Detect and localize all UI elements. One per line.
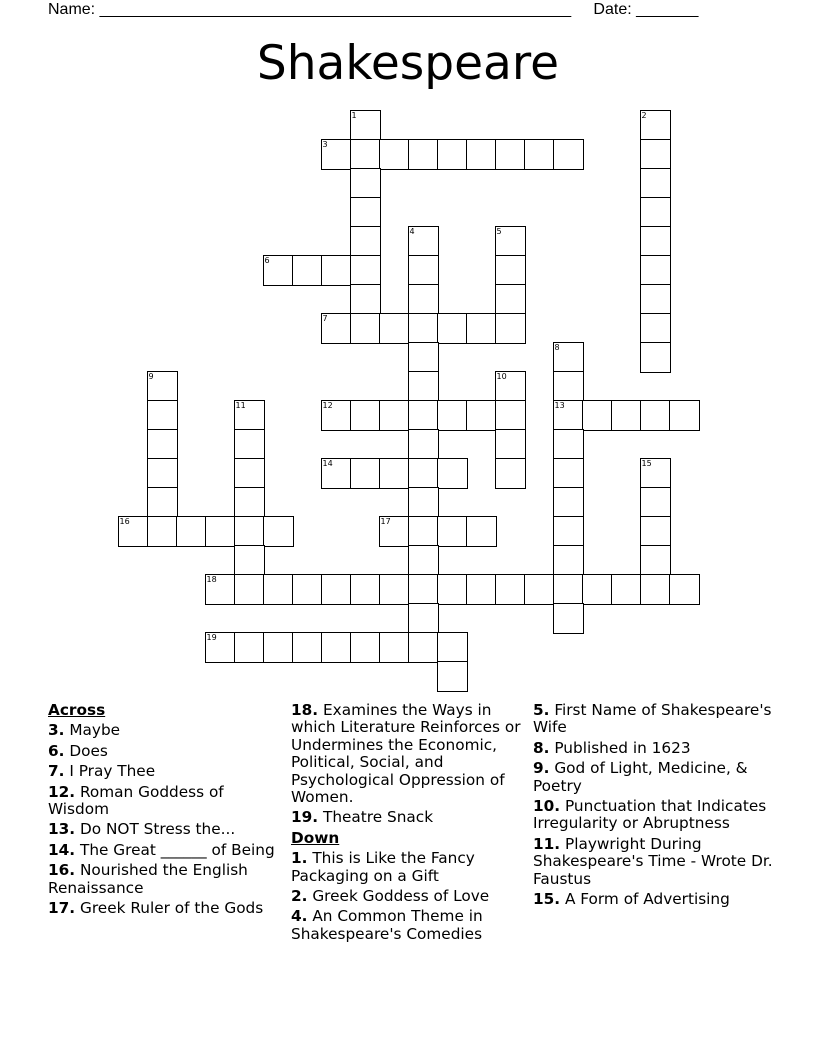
grid-cell[interactable] <box>640 313 671 344</box>
grid-cell[interactable] <box>379 632 410 663</box>
grid-cell[interactable] <box>437 661 468 692</box>
clue-item <box>291 702 531 806</box>
grid-cell[interactable] <box>147 400 178 431</box>
clue-item-text: God of Light, Medicine, & Poetry <box>533 759 748 795</box>
grid-cell[interactable] <box>466 313 497 344</box>
grid-cell[interactable] <box>234 458 265 489</box>
clues-column-3 <box>533 702 773 911</box>
grid-cell[interactable] <box>408 632 439 663</box>
clue-item <box>291 908 531 943</box>
grid-cell[interactable] <box>408 516 439 547</box>
grid-cell[interactable] <box>495 371 526 402</box>
grid-cell[interactable] <box>408 574 439 605</box>
clue-item <box>48 842 288 859</box>
clue-number: 2 <box>641 110 647 120</box>
grid-cell[interactable] <box>263 574 294 605</box>
clue-item-number: 12. <box>48 782 76 801</box>
clue-number: 13 <box>554 400 565 410</box>
clue-item <box>533 836 773 888</box>
grid-cell[interactable] <box>408 603 439 634</box>
clue-item-number: 9. <box>533 759 550 778</box>
clue-item-text: Roman Goddess of Wisdom <box>48 782 224 819</box>
clue-item <box>533 760 773 795</box>
clue-number: 12 <box>322 400 333 410</box>
across-heading: Across <box>48 701 106 719</box>
clue-item <box>533 740 773 757</box>
grid-cell[interactable] <box>553 429 584 460</box>
grid-cell[interactable] <box>640 574 671 605</box>
clue-item-number: 13. <box>48 820 76 839</box>
clue-item-number: 17. <box>48 899 76 918</box>
clues-column-1 <box>48 702 288 920</box>
grid-cell[interactable] <box>321 458 352 489</box>
grid-cell[interactable] <box>640 139 671 170</box>
clue-number: 7 <box>322 313 328 323</box>
grid-cell[interactable] <box>234 487 265 518</box>
clue-item-number: 3. <box>48 721 65 740</box>
grid-cell[interactable] <box>553 487 584 518</box>
grid-cell[interactable] <box>640 342 671 373</box>
clue-number: 11 <box>235 400 246 410</box>
grid-cell[interactable] <box>495 400 526 431</box>
grid-cell[interactable] <box>147 429 178 460</box>
grid-cell[interactable] <box>640 400 671 431</box>
grid-cell[interactable] <box>437 313 468 344</box>
grid-cell[interactable] <box>640 226 671 257</box>
grid-cell[interactable] <box>495 226 526 257</box>
grid-cell[interactable] <box>321 574 352 605</box>
grid-cell[interactable] <box>495 458 526 489</box>
grid-cell[interactable] <box>640 458 671 489</box>
grid-cell[interactable] <box>640 110 671 141</box>
grid-cell[interactable] <box>437 632 468 663</box>
grid-cell[interactable] <box>669 400 700 431</box>
clue-number: 15 <box>641 458 652 468</box>
clue-number: 17 <box>380 516 391 526</box>
grid-cell[interactable] <box>321 632 352 663</box>
clue-item-text: Punctuation that Indicates Irregularity or Abruptness <box>533 797 767 833</box>
grid-cell[interactable] <box>582 400 613 431</box>
grid-cell[interactable] <box>234 574 265 605</box>
grid-cell[interactable] <box>582 574 613 605</box>
clue-item-text: This is Like the Fancy Packaging on a Gift <box>291 849 475 885</box>
clue-number: 16 <box>119 516 130 526</box>
clue-item-text: Greek Goddess of Love <box>307 887 490 906</box>
clue-number: 6 <box>264 255 270 265</box>
grid-cell[interactable] <box>350 574 381 605</box>
grid-cell[interactable] <box>408 400 439 431</box>
grid-cell[interactable] <box>292 632 323 663</box>
clue-item-text: An Common Theme in Shakespeare's Comedies <box>291 907 483 943</box>
clue-item <box>533 891 773 908</box>
clue-number: 10 <box>496 371 507 381</box>
clue-item-number: 19. <box>291 808 319 827</box>
grid-cell[interactable] <box>321 313 352 344</box>
grid-cell[interactable] <box>205 516 236 547</box>
grid-cell[interactable] <box>379 313 410 344</box>
grid-cell[interactable] <box>524 574 555 605</box>
clue-item <box>48 821 288 838</box>
grid-cell[interactable] <box>466 139 497 170</box>
grid-cell[interactable] <box>495 429 526 460</box>
grid-cell[interactable] <box>234 429 265 460</box>
clue-item-text: Theatre Snack <box>318 808 434 827</box>
clue-item-number: 18. <box>291 701 319 719</box>
clue-item <box>48 900 288 917</box>
grid-cell[interactable] <box>408 255 439 286</box>
grid-cell[interactable] <box>611 574 642 605</box>
grid-cell[interactable] <box>408 545 439 576</box>
clue-item-text: The Great ______ of Being <box>75 840 275 859</box>
across-clue-list-continued <box>291 702 531 827</box>
clue-number: 8 <box>554 342 560 352</box>
down-heading: Down <box>291 828 340 847</box>
clue-item <box>533 702 773 737</box>
clue-item-text: I Pray Thee <box>64 762 156 781</box>
clue-item-text: Does <box>64 741 108 760</box>
grid-cell[interactable] <box>495 313 526 344</box>
grid-cell[interactable] <box>292 255 323 286</box>
grid-cell[interactable] <box>408 313 439 344</box>
grid-cell[interactable] <box>379 400 410 431</box>
grid-cell[interactable] <box>640 284 671 315</box>
grid-cell[interactable] <box>408 139 439 170</box>
grid-cell[interactable] <box>321 255 352 286</box>
grid-cell[interactable] <box>350 226 381 257</box>
grid-cell[interactable] <box>379 516 410 547</box>
down-clue-list <box>291 850 531 943</box>
grid-cell[interactable] <box>553 400 584 431</box>
grid-cell[interactable] <box>205 574 236 605</box>
clue-item <box>291 809 531 826</box>
grid-cell[interactable] <box>350 458 381 489</box>
grid-cell[interactable] <box>640 545 671 576</box>
grid-cell[interactable] <box>350 284 381 315</box>
clue-item-number: 5. <box>533 701 550 719</box>
clue-number: 1 <box>351 110 357 120</box>
grid-cell[interactable] <box>495 574 526 605</box>
grid-cell[interactable] <box>640 516 671 547</box>
grid-cell[interactable] <box>147 371 178 402</box>
clue-item <box>533 798 773 833</box>
clue-item-number: 15. <box>533 890 561 909</box>
clue-number: 9 <box>148 371 154 381</box>
grid-cell[interactable] <box>147 487 178 518</box>
grid-cell[interactable] <box>408 226 439 257</box>
clue-item-text: Maybe <box>64 721 121 740</box>
clue-number: 5 <box>496 226 502 236</box>
grid-cell[interactable] <box>350 139 381 170</box>
clue-number: 18 <box>206 574 217 584</box>
grid-cell[interactable] <box>408 458 439 489</box>
clue-item-text: Published in 1623 <box>549 738 691 757</box>
grid-cell[interactable] <box>553 371 584 402</box>
grid-cell[interactable] <box>466 574 497 605</box>
grid-cell[interactable] <box>408 342 439 373</box>
grid-cell[interactable] <box>408 429 439 460</box>
grid-cell[interactable] <box>553 545 584 576</box>
grid-cell[interactable] <box>350 168 381 199</box>
grid-cell[interactable] <box>234 632 265 663</box>
grid-cell[interactable] <box>495 255 526 286</box>
grid-cell[interactable] <box>379 139 410 170</box>
name-date-line: Name: _____________________________________________________ Date: _______ <box>48 1 699 18</box>
grid-cell[interactable] <box>379 458 410 489</box>
grid-cell[interactable] <box>640 197 671 228</box>
clue-item-number: 8. <box>533 738 550 757</box>
clue-item <box>291 888 531 905</box>
clue-item-number: 2. <box>291 887 308 906</box>
grid-cell[interactable] <box>408 284 439 315</box>
grid-cell[interactable] <box>263 632 294 663</box>
page-title: Shakespeare <box>256 36 560 91</box>
clue-item-number: 14. <box>48 840 76 859</box>
clue-item-text: Do NOT Stress the... <box>75 820 236 839</box>
grid-cell[interactable] <box>553 139 584 170</box>
clue-number: 4 <box>409 226 415 236</box>
grid-cell[interactable] <box>321 139 352 170</box>
clue-item-text: Playwright During Shakespeare's Time - Wrote Dr. Faustus <box>533 834 773 888</box>
grid-cell[interactable] <box>553 342 584 373</box>
grid-cell[interactable] <box>350 197 381 228</box>
grid-cell[interactable] <box>234 400 265 431</box>
clue-number: 14 <box>322 458 333 468</box>
clue-item <box>291 850 531 885</box>
grid-cell[interactable] <box>321 400 352 431</box>
grid-cell[interactable] <box>408 371 439 402</box>
grid-cell[interactable] <box>437 574 468 605</box>
clue-item-text: Nourished the English Renaissance <box>48 861 248 897</box>
clue-item <box>48 763 288 780</box>
grid-cell[interactable] <box>495 284 526 315</box>
clue-item <box>48 722 288 739</box>
grid-cell[interactable] <box>524 139 555 170</box>
clue-item <box>48 784 288 819</box>
grid-cell[interactable] <box>466 400 497 431</box>
grid-cell[interactable] <box>640 255 671 286</box>
clue-item <box>48 862 288 897</box>
grid-cell[interactable] <box>553 458 584 489</box>
clue-item-text: Greek Ruler of the Gods <box>75 899 264 918</box>
grid-cell[interactable] <box>640 168 671 199</box>
clue-number: 3 <box>322 139 328 149</box>
grid-cell[interactable] <box>408 487 439 518</box>
grid-cell[interactable] <box>640 487 671 518</box>
clue-item-text: First Name of Shakespeare's Wife <box>533 701 772 737</box>
grid-cell[interactable] <box>147 516 178 547</box>
clues-column-2 <box>291 702 531 946</box>
clue-item-number: 16. <box>48 861 76 880</box>
grid-cell[interactable] <box>350 400 381 431</box>
clue-item-number: 11. <box>533 834 561 853</box>
grid-cell[interactable] <box>118 516 149 547</box>
grid-cell[interactable] <box>234 545 265 576</box>
down-clue-list-continued <box>533 702 773 908</box>
grid-cell[interactable] <box>263 255 294 286</box>
clue-item-number: 1. <box>291 849 308 868</box>
grid-cell[interactable] <box>205 632 236 663</box>
grid-cell[interactable] <box>350 632 381 663</box>
grid-cell[interactable] <box>553 603 584 634</box>
clue-item-text: A Form of Advertising <box>560 890 730 909</box>
clue-item <box>48 743 288 760</box>
across-clue-list <box>48 722 288 917</box>
grid-cell[interactable] <box>350 110 381 141</box>
grid-cell[interactable] <box>292 574 323 605</box>
clue-item-text: Examines the Ways in which Literature Reinforces or Undermines the Economic, Political, Social, and Psychological Oppression of Women. <box>291 701 521 807</box>
grid-cell[interactable] <box>437 400 468 431</box>
clue-number: 19 <box>206 632 217 642</box>
clue-item-number: 7. <box>48 762 65 781</box>
grid-cell[interactable] <box>437 458 468 489</box>
grid-cell[interactable] <box>495 139 526 170</box>
clue-item-number: 4. <box>291 907 308 926</box>
grid-cell[interactable] <box>379 574 410 605</box>
grid-cell[interactable] <box>437 139 468 170</box>
grid-cell[interactable] <box>176 516 207 547</box>
clue-item-number: 10. <box>533 797 561 816</box>
grid-cell[interactable] <box>263 516 294 547</box>
grid-cell[interactable] <box>611 400 642 431</box>
grid-cell[interactable] <box>147 458 178 489</box>
clue-item-number: 6. <box>48 741 65 760</box>
grid-cell[interactable] <box>234 516 265 547</box>
grid-cell[interactable] <box>437 516 468 547</box>
grid-cell[interactable] <box>466 516 497 547</box>
grid-cell[interactable] <box>553 516 584 547</box>
grid-cell[interactable] <box>350 255 381 286</box>
grid-cell[interactable] <box>553 574 584 605</box>
grid-cell[interactable] <box>350 313 381 344</box>
grid-cell[interactable] <box>669 574 700 605</box>
